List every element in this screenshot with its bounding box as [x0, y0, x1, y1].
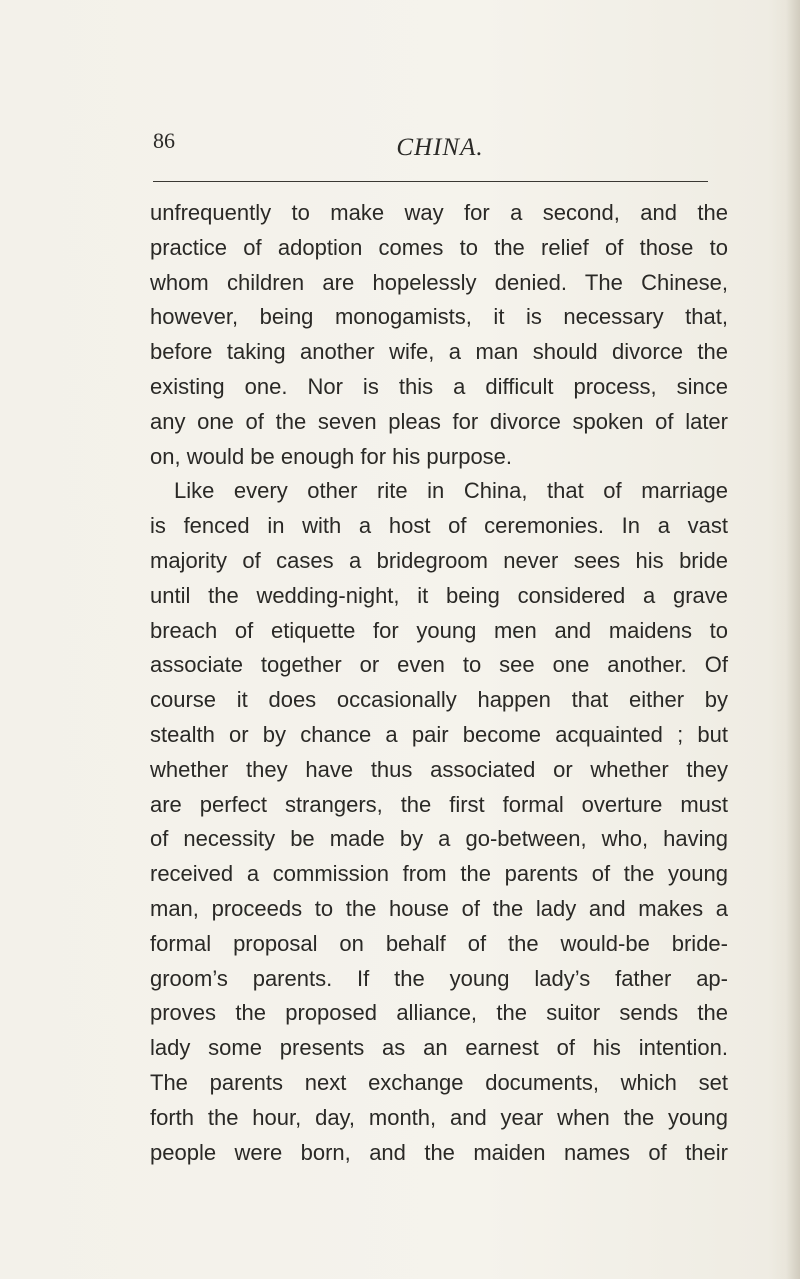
text-line: are perfect strangers, the first formal overture must — [150, 791, 728, 817]
text-line: whether they have thus associated or whether they — [150, 756, 728, 782]
text-line: of necessity be made by a go-between, who, having — [150, 826, 728, 852]
text-line: The parents next exchange documents, which set — [150, 1069, 728, 1095]
text-line: however, being monogamists, it is necessary that, — [150, 304, 728, 330]
text-line: unfrequently to make way for a second, and the — [150, 200, 728, 225]
text-line: breach of etiquette for young men and maidens to — [150, 617, 728, 643]
text-line: received a commission from the parents of the young — [150, 861, 728, 887]
text-line: any one of the seven pleas for divorce spoken of later — [150, 408, 728, 434]
text-line: man, proceeds to the house of the lady and makes a — [150, 895, 728, 921]
page-edge-shadow — [786, 0, 800, 1279]
text-line: stealth or by chance a pair become acquainted ; but — [150, 721, 728, 747]
body-text — [150, 196, 728, 1170]
text-line: until the wedding-night, it being considered a grave — [150, 582, 728, 608]
text-line: people were born, and the maiden names of their — [150, 1139, 728, 1165]
text-line: groom’s parents. If the young lady’s father ap- — [150, 965, 728, 991]
text-line: before taking another wife, a man should divorce the — [150, 339, 728, 365]
text-line: whom children are hopelessly denied. The Chinese, — [150, 269, 728, 295]
text-line: existing one. Nor is this a difficult process, since — [150, 373, 728, 399]
text-line: lady some presents as an earnest of his intention. — [150, 1035, 728, 1061]
page-number: 86 — [153, 128, 175, 153]
text-line: course it does occasionally happen that either by — [150, 687, 728, 713]
text-line: majority of cases a bridegroom never sees his bride — [150, 547, 728, 573]
text-line: formal proposal on behalf of the would-be bride- — [150, 930, 728, 956]
text-line: associate together or even to see one another. Of — [150, 652, 728, 678]
text-line: on, would be enough for his purpose. — [150, 443, 513, 469]
header-rule — [153, 181, 708, 182]
text-line: is fenced in with a host of ceremonies. In a vast — [150, 513, 728, 539]
running-title: CHINA. — [396, 134, 484, 161]
paragraph-start-line: Like every other rite in China, that of marriage — [174, 478, 728, 504]
text-line: proves the proposed alliance, the suitor sends the — [150, 1000, 728, 1026]
text-line: practice of adoption comes to the relief of those to — [150, 234, 728, 260]
text-line: forth the hour, day, month, and year when the young — [150, 1104, 728, 1130]
